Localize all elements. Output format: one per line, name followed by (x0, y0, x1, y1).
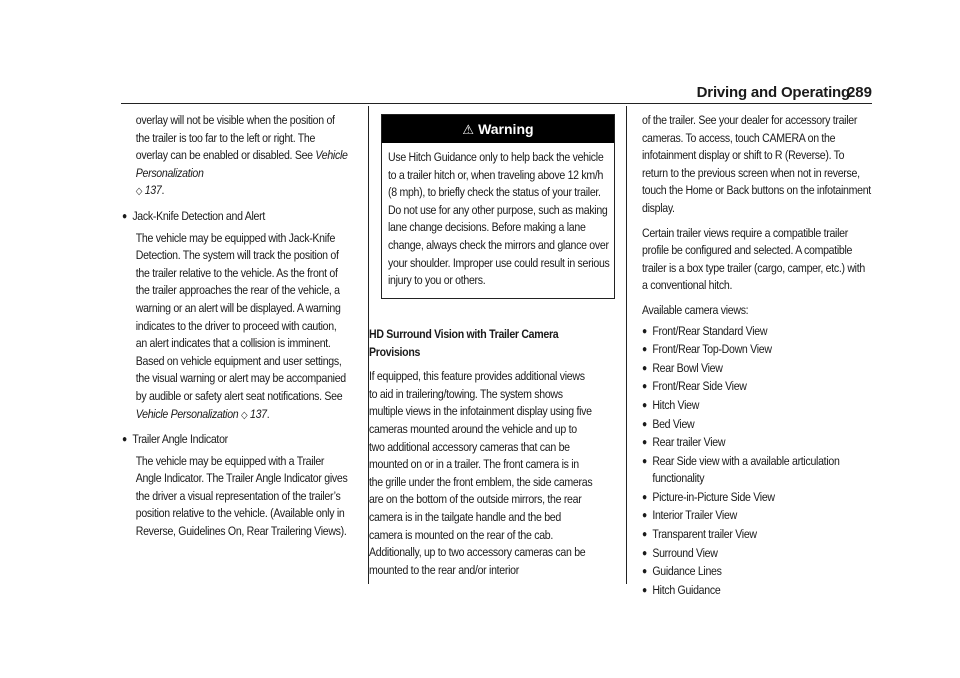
list-item (642, 545, 872, 563)
list-item (642, 434, 872, 452)
camera-view-label: Rear trailer View (652, 435, 726, 450)
bullet-icon: ● (642, 381, 647, 393)
item-paragraph: The vehicle may be equipped with Jack-Knife Detection. The system will track the position of the trailer relative to the vehicle. As the front of the trailer approaches the rear of the vehicle, a warning or an alert will be displayed. A warning indicates to the driver to proceed with caution, an alert indicates that a collision is imminent. Based on vehicle equipment and user settings, the visual warning or alert may be accompanied by audible or safety alert seat notifications. See Vehicle Personalization ◇ 137. (135, 230, 346, 421)
item-page-ref[interactable]: 137 (249, 406, 267, 421)
right-paragraph-1: of the trailer. See your dealer for accessory trailer cameras. To access, touch CAMERA on the infotainment display or shift to R (Reverse). To return to the previous screen when not in reverse, touch the Home or Back buttons on the infotainment display. (642, 113, 871, 215)
camera-view-label: Guidance Lines (652, 564, 722, 579)
section-heading: HD Surround Vision with Trailer Camera Provisions (369, 327, 559, 359)
list-item (642, 489, 872, 507)
camera-views-list (642, 323, 872, 600)
warning-header (382, 115, 614, 143)
page-ref-icon: ◇ (241, 409, 248, 421)
camera-view-label: Hitch Guidance (652, 582, 721, 597)
camera-view-label: Front/Rear Standard View (652, 323, 768, 338)
views-label: Available camera views: (642, 302, 749, 317)
intro-text: overlay will not be visible when the position of the trailer is too far to the left or right. The overlay can be enabled or disabled. See (135, 113, 335, 163)
intro-ref-link[interactable]: Vehicle Personalization (135, 148, 348, 180)
right-column (642, 112, 928, 600)
camera-view-label: Rear Side view with a available articulation functionality (652, 453, 840, 486)
bullet-icon: ● (642, 437, 647, 449)
list-item (642, 378, 872, 396)
item-text: The vehicle may be equipped with Jack-Knife Detection. The system will track the position of the trailer relative to the vehicle. As the front of the trailer approaches the rear of the vehicle, a warning or an alert will be displayed. A warning indicates to the driver to proceed with caution, an alert indicates that a collision is imminent. Based on vehicle equipment and user settings, the visual warning or alert may be accompanied by audible or safety alert seat notifications. See (135, 230, 346, 403)
bullet-icon: ● (642, 491, 647, 503)
bullet-icon: ● (642, 529, 647, 541)
camera-view-label: Bed View (652, 416, 695, 431)
bullet-icon: ● (642, 362, 647, 374)
bullet-icon: ● (642, 344, 647, 356)
list-item (642, 507, 872, 525)
list-item (642, 360, 872, 378)
item-paragraph: The vehicle may be equipped with a Trailer Angle Indicator. The Trailer Angle Indicator gives the driver a visual representation of the trailer’s position relative to the vehicle. (Available only in Reverse, Guidelines On, Rear Trailering Views). (135, 453, 348, 539)
intro-page-ref[interactable]: 137 (144, 183, 162, 198)
list-item (642, 453, 872, 488)
list-item (642, 563, 872, 581)
camera-view-label: Front/Rear Top-Down View (652, 342, 772, 357)
list-item (642, 582, 872, 600)
page-ref-icon: ◇ (135, 186, 143, 198)
bullet-icon: ● (642, 325, 647, 337)
bullet-icon: ● (122, 210, 127, 222)
bullet-icon: ● (642, 584, 647, 596)
camera-view-label: Transparent trailer View (652, 527, 757, 542)
list-item (642, 323, 872, 341)
warning-box (381, 114, 615, 299)
bullet-icon: ● (642, 399, 647, 411)
section-paragraph: If equipped, this feature provides additional views to aid in trailering/towing. The system shows multiple views in the infotainment display using five cameras mounted around the vehicle and up to two additional accessory cameras that can be mounted on or in a trailer. The front camera is in the grille under the front emblem, the side cameras are on the bottom of the outside mirrors, the rear camera is in the tailgate handle and the bed camera is mounted on the rear of the cab. Additionally, up to two accessory cameras can be mounted to the rear and/or interior (369, 369, 593, 577)
camera-view-label: Hitch View (652, 397, 700, 412)
camera-view-label: Surround View (652, 545, 718, 560)
middle-column (369, 326, 655, 586)
section-title: Driving and Operating (696, 84, 850, 101)
camera-view-label: Picture-in-Picture Side View (652, 489, 775, 504)
right-paragraph-2: Certain trailer views require a compatible trailer profile be configured and selected. A compatible trailer is a box type trailer (cargo, camper, etc.) with a conventional hitch. (642, 225, 865, 293)
list-item (122, 431, 349, 449)
list-item (642, 416, 872, 434)
camera-view-label: Front/Rear Side View (652, 379, 747, 394)
item-label: Jack-Knife Detection and Alert (132, 208, 265, 223)
list-item (122, 208, 349, 226)
list-item (642, 526, 872, 544)
bullet-icon: ● (642, 547, 647, 559)
camera-view-label: Rear Bowl View (652, 360, 723, 375)
warning-icon: ⚠ (462, 122, 475, 137)
list-item (642, 341, 872, 359)
page-number: 289 (846, 84, 872, 101)
left-column (122, 112, 408, 548)
bullet-icon: ● (642, 455, 647, 467)
header-rule (121, 103, 872, 104)
item-label: Trailer Angle Indicator (132, 432, 228, 447)
bullet-icon: ● (642, 566, 647, 578)
camera-view-label: Interior Trailer View (652, 508, 737, 523)
item-ref-link[interactable]: Vehicle Personalization (135, 406, 239, 421)
intro-paragraph: overlay will not be visible when the position of the trailer is too far to the left or right. The overlay can be enabled or disabled. See Vehicle Personalization ◇ 137. (135, 113, 348, 198)
warning-text: Use Hitch Guidance only to help back the vehicle to a trailer hitch or, when traveling above 12 km/h (8 mph), to briefly check the status of your trailer. Do not use for any other purpose, such as making lane change decisions. Before making a lane change, always check the mirrors and glance over your shoulder. Improper use could result in serious injury to you or others. (388, 150, 610, 288)
bullet-icon: ● (642, 418, 647, 430)
bullet-icon: ● (122, 434, 127, 446)
bullet-icon: ● (642, 510, 647, 522)
warning-title: Warning (478, 121, 534, 137)
list-item (642, 397, 872, 415)
